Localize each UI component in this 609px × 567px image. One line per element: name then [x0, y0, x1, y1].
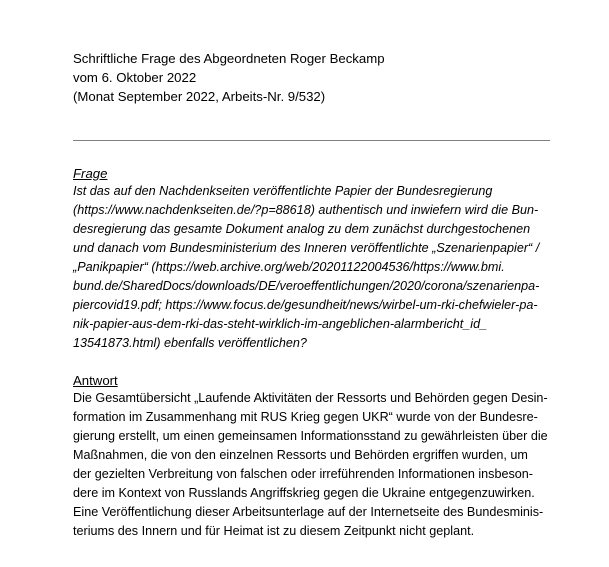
frage-line: desregierung das gesamte Dokument analog zu dem zunächst durchgestochenen: [73, 222, 531, 236]
antwort-heading: Antwort: [73, 373, 118, 388]
frage-line: und danach vom Bundesministerium des Inneren veröffentlichte „Szenarienpapier“ /: [73, 241, 540, 255]
frage-heading: Frage: [73, 166, 108, 181]
antwort-line: gierung erstellt, um einen gemeinsamen Informationsstand zu gewährleisten über die: [73, 429, 548, 443]
frage-line: „Panikpapier“ (https://web.archive.org/web/20201122004536/https://www.bmi.: [73, 260, 505, 274]
antwort-text: [73, 389, 548, 541]
antwort-line: formation im Zusammenhang mit RUS Krieg gegen UKR“ wurde von der Bundesre-: [73, 410, 538, 424]
frage-line: (https://www.nachdenkseiten.de/?p=88618) authentisch und inwiefern wird die Bun-: [73, 203, 539, 217]
header-date: vom 6. Oktober 2022: [73, 70, 197, 85]
frage-line: bund.de/SharedDocs/downloads/DE/veroeffentlichungen/2020/corona/szenarienpa-: [73, 279, 540, 293]
frage-line: 13541873.html) ebenfalls veröffentlichen?: [73, 336, 307, 350]
frage-line: piercovid19.pdf; https://www.focus.de/gesundheit/news/wirbel-um-rki-chefwieler-pa-: [73, 298, 538, 312]
antwort-line: teriums des Innern und für Heimat ist zu diesem Zeitpunkt nicht geplant.: [73, 524, 475, 538]
horizontal-divider: [73, 140, 550, 141]
antwort-line: der gezielten Verbreitung von falschen oder irreführenden Informationen insbeson-: [73, 467, 533, 481]
document-header: [73, 49, 385, 106]
header-reference: (Monat September 2022, Arbeits-Nr. 9/532): [73, 89, 326, 104]
antwort-line: Eine Veröffentlichung dieser Arbeitsunterlage auf der Internetseite des Bundesminis-: [73, 505, 544, 519]
frage-text: [73, 182, 539, 353]
header-title: Schriftliche Frage des Abgeordneten Roger Beckamp: [73, 51, 385, 66]
antwort-line: Maßnahmen, die von den einzelnen Ressorts und Behörden ergriffen wurden, um: [73, 448, 528, 462]
frage-line: Ist das auf den Nachdenkseiten veröffentlichte Papier der Bundesregierung: [73, 184, 493, 198]
frage-line: nik-papier-aus-dem-rki-das-steht-wirklich-im-angeblichen-alarmbericht_id_: [73, 317, 488, 331]
antwort-line: Die Gesamtübersicht „Laufende Aktivitäten der Ressorts und Behörden gegen Desin-: [73, 391, 548, 405]
antwort-line: dere im Kontext von Russlands Angriffskrieg gegen die Ukraine entgegenzuwirken.: [73, 486, 535, 500]
